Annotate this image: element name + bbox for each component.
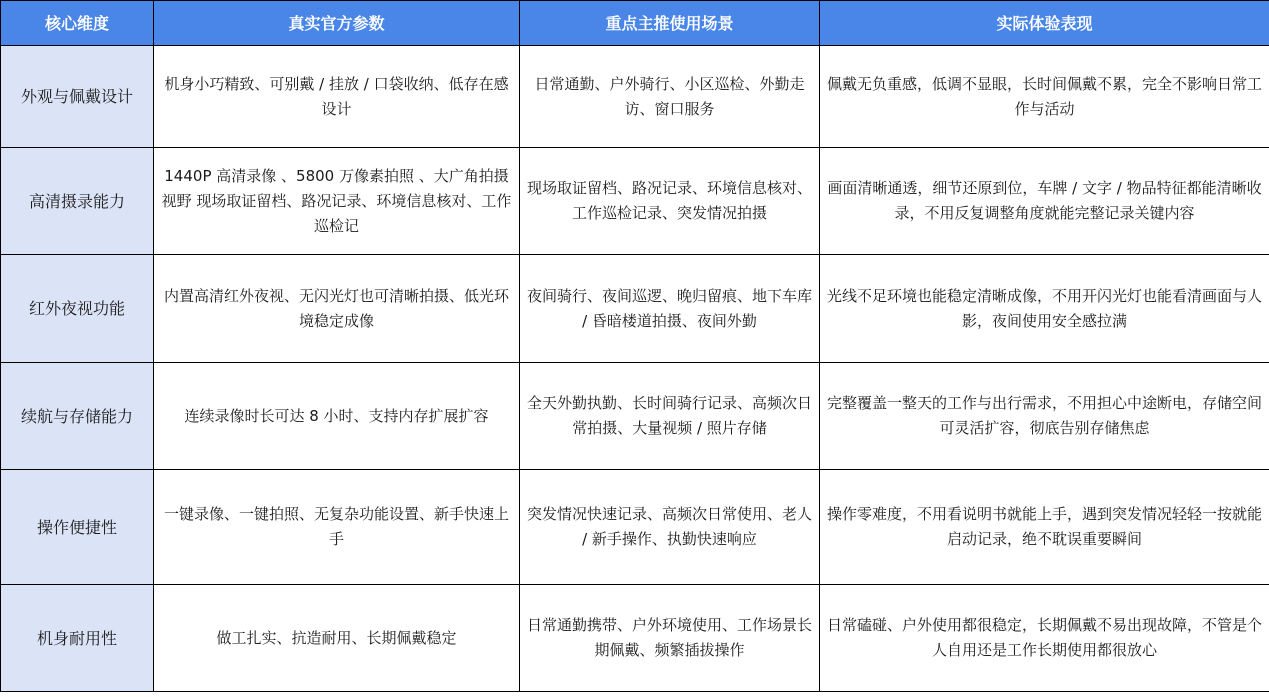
params-cell: 连续录像时长可达 8 小时、支持内存扩展扩容 [154,363,520,470]
experience-cell: 日常磕碰、户外使用都很稳定，长期佩戴不易出现故障，不管是个人自用还是工作长期使用都很放心 [820,585,1269,692]
table-row [1,470,1269,585]
table-row [1,585,1269,692]
table-row [1,46,1269,148]
experience-cell: 画面清晰通透，细节还原到位，车牌 / 文字 / 物品特征都能清晰收录，不用反复调整角度就能完整记录关键内容 [820,148,1269,255]
experience-cell: 完整覆盖一整天的工作与出行需求，不用担心中途断电，存储空间可灵活扩容，彻底告别存储焦虑 [820,363,1269,470]
experience-cell: 佩戴无负重感，低调不显眼，长时间佩戴不累，完全不影响日常工作与活动 [820,46,1269,148]
dimension-cell: 红外夜视功能 [1,255,154,363]
params-cell: 机身小巧精致、可别戴 / 挂放 / 口袋收纳、低存在感设计 [154,46,520,148]
params-cell: 内置高清红外夜视、无闪光灯也可清晰拍摄、低光环境稳定成像 [154,255,520,363]
header-experience: 实际体验表现 [820,1,1269,46]
header-scenes: 重点主推使用场景 [520,1,820,46]
scenes-cell: 日常通勤、户外骑行、小区巡检、外勤走访、窗口服务 [520,46,820,148]
scenes-cell: 现场取证留档、路况记录、环境信息核对、工作巡检记录、突发情况拍摄 [520,148,820,255]
header-dimension: 核心维度 [1,1,154,46]
scenes-cell: 夜间骑行、夜间巡逻、晚归留痕、地下车库 / 昏暗楼道拍摄、夜间外勤 [520,255,820,363]
experience-cell: 操作零难度，不用看说明书就能上手，遇到突发情况轻轻一按就能启动记录，绝不耽误重要瞬间 [820,470,1269,585]
dimension-cell: 续航与存储能力 [1,363,154,470]
table-row [1,148,1269,255]
params-cell: 1440P 高清录像 、5800 万像素拍照 、大广角拍摄视野 现场取证留档、路况记录、环境信息核对、工作巡检记 [154,148,520,255]
header-row [1,1,1269,46]
dimension-cell: 机身耐用性 [1,585,154,692]
dimension-cell: 高清摄录能力 [1,148,154,255]
dimension-cell: 操作便捷性 [1,470,154,585]
experience-cell: 光线不足环境也能稳定清晰成像，不用开闪光灯也能看清画面与人影，夜间使用安全感拉满 [820,255,1269,363]
params-cell: 做工扎实、抗造耐用、长期佩戴稳定 [154,585,520,692]
scenes-cell: 全天外勤执勤、长时间骑行记录、高频次日常拍摄、大量视频 / 照片存储 [520,363,820,470]
scenes-cell: 日常通勤携带、户外环境使用、工作场景长期佩戴、频繁插拔操作 [520,585,820,692]
scenes-cell: 突发情况快速记录、高频次日常使用、老人 / 新手操作、执勤快速响应 [520,470,820,585]
table-row [1,363,1269,470]
header-params: 真实官方参数 [154,1,520,46]
table-row [1,255,1269,363]
dimension-cell: 外观与佩戴设计 [1,46,154,148]
params-cell: 一键录像、一键拍照、无复杂功能设置、新手快速上手 [154,470,520,585]
